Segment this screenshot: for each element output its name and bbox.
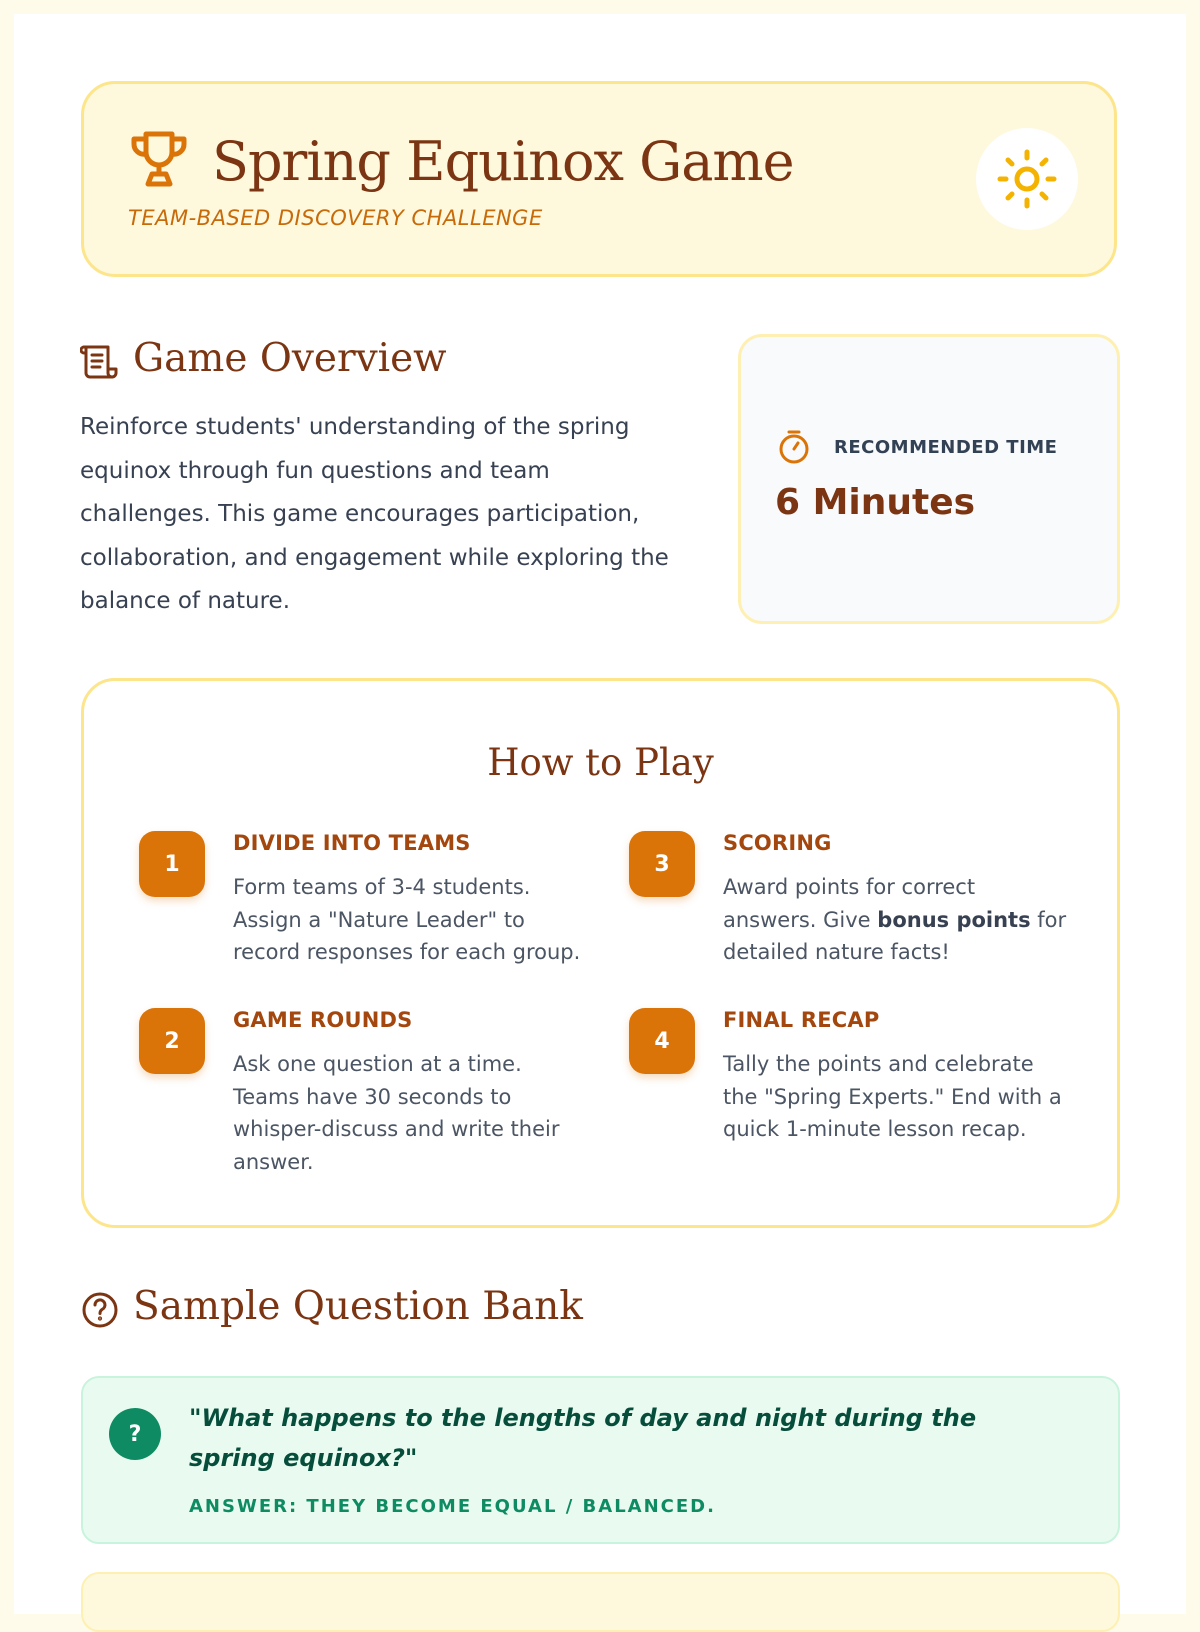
question-bank-heading: Sample Question Bank — [133, 1284, 583, 1329]
sun-badge — [976, 128, 1078, 230]
time-label: RECOMMENDED TIME — [834, 437, 1058, 458]
step-body: Form teams of 3-4 students. Assign a "Nature Leader" to record responses for each group. — [233, 875, 581, 964]
game-header — [81, 81, 1117, 277]
bonus-points-emphasis: bonus points — [877, 907, 1031, 932]
answer-text: ANSWER: THEY BECOME EQUAL / BALANCED. — [189, 1496, 716, 1517]
overview-text: Reinforce students' understanding of the spring equinox through fun questions and team challenges. This game encourages participation, collaboration, and engagement while exploring the balance of nature. — [80, 414, 669, 614]
next-question-card — [81, 1572, 1120, 1632]
page-subtitle: TEAM-BASED DISCOVERY CHALLENGE — [128, 206, 543, 230]
step-number: 1 — [139, 831, 205, 897]
step-title: GAME ROUNDS — [233, 1008, 413, 1032]
step-body-text: for detailed nature facts! — [723, 907, 1067, 964]
question-text: "What happens to the lengths of day and night during the spring equinox?" — [189, 1404, 977, 1472]
scroll-icon — [80, 343, 118, 381]
question-card — [81, 1376, 1120, 1544]
question-badge: ? — [109, 1408, 161, 1460]
page-title: Spring Equinox Game — [212, 130, 794, 193]
overview-heading: Game Overview — [133, 336, 447, 381]
step-body: Ask one question at a time. Teams have 30 seconds to whisper-discuss and write their answer. — [233, 1052, 560, 1174]
time-value: 6 Minutes — [775, 482, 976, 523]
how-to-play-title: How to Play — [487, 741, 714, 784]
step-number: 2 — [139, 1008, 205, 1074]
step-title: SCORING — [723, 831, 832, 855]
stopwatch-icon — [777, 429, 811, 465]
sun-icon — [996, 148, 1058, 210]
step-number: 4 — [629, 1008, 695, 1074]
how-to-play-panel — [81, 678, 1120, 1228]
step-body — [723, 871, 1073, 969]
step-body: Tally the points and celebrate the "Spring Experts." End with a quick 1-minute lesson recap. — [723, 1052, 1062, 1141]
trophy-icon — [128, 128, 190, 190]
step-title: FINAL RECAP — [723, 1008, 880, 1032]
step-title: DIVIDE INTO TEAMS — [233, 831, 471, 855]
step-number: 3 — [629, 831, 695, 897]
recommended-time-card — [738, 334, 1120, 624]
step-body-text: Award points for correct answers. Give — [723, 875, 976, 932]
question-circle-icon — [80, 1290, 120, 1330]
